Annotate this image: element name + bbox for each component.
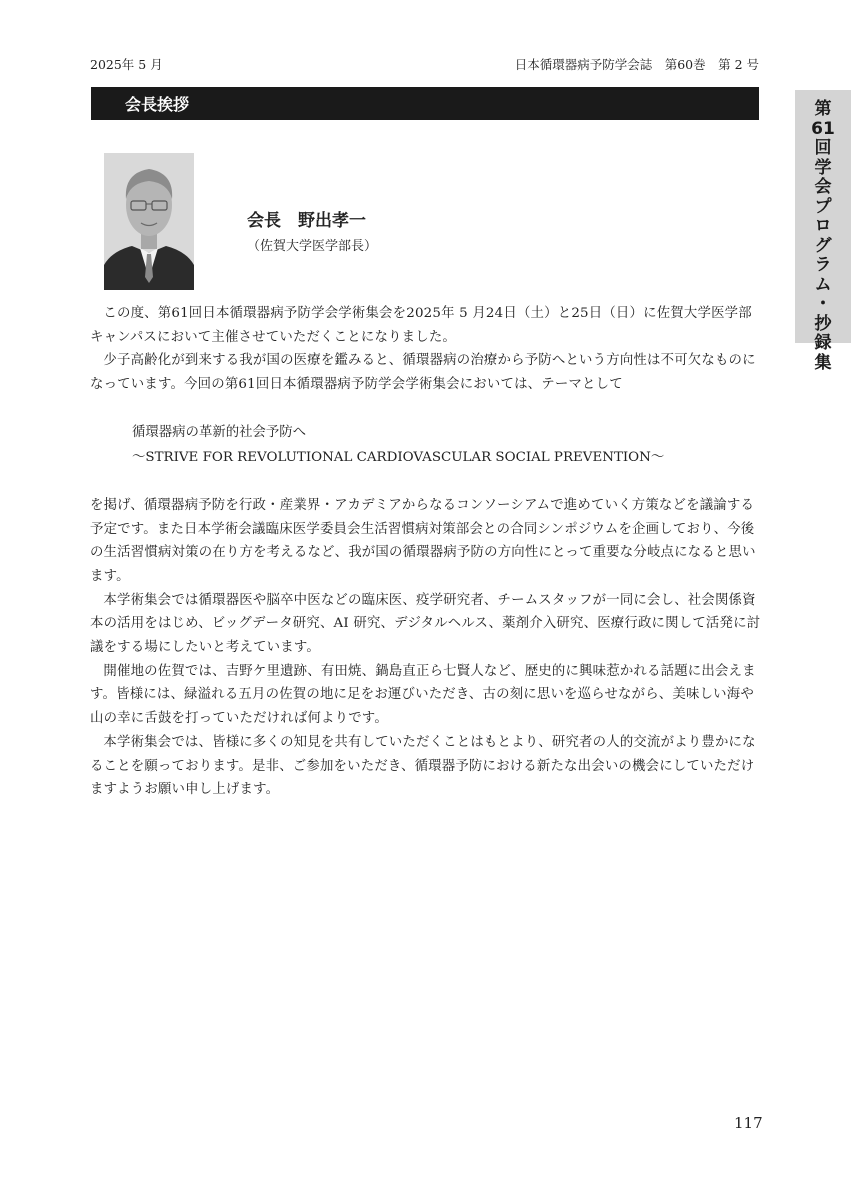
header-journal: 日本循環器病予防学会誌 第60巻 第 2 号: [514, 57, 759, 72]
header-date: 2025年 5 月: [90, 57, 163, 72]
theme-title: 循環器病の革新的社会予防へ: [132, 424, 307, 440]
portrait-image: [104, 153, 194, 290]
side-tab: [795, 90, 851, 373]
president-affiliation: （佐賀大学医学部長）: [247, 239, 378, 254]
paragraph: を掲げ、循環器病予防を行政・産業界・アカデミアからなるコンソーシアムで進めていく方策などを議論する予定です。また日本学術会議臨床医学委員会生活習慣病対策部会との合同シンポジウムを企画しており、今後の生活習慣病対策の在り方を考えるなど、我が国の循環器病予防の方向性にとって重要な分岐点になると思います。: [90, 497, 756, 584]
side-tab-label: 第 61 回 学 会 プ ロ グ ラ ム ・ 抄 録 集: [811, 99, 835, 373]
paragraph: この度、第61回日本循環器病予防学会学術集会を2025年 5 月24日（土）と25日（日）に佐賀大学医学部キャンパスにおいて主催させていただくことになりました。: [90, 306, 752, 345]
paragraph: 開催地の佐賀では、吉野ケ里遺跡、有田焼、鍋島直正ら七賢人など、歴史的に興味惹かれる話題に出会えます。皆様には、緑溢れる五月の佐賀の地に足をお運びいただき、古の刻に思いを巡らせながら、美味しい海や山の幸に舌鼓を打っていただければ何よりです。: [90, 663, 756, 727]
president-name: 会長 野出孝一: [247, 211, 366, 231]
message-body: [90, 302, 762, 802]
president-photo: [104, 153, 194, 290]
paragraph: 本学術集会では循環器医や脳卒中医などの臨床医、疫学研究者、チームスタッフが一同に会し、社会関係資本の活用をはじめ、ビッグデータ研究、AI 研究、デジタルヘルス、薬剤介入研究、医療行政に関して活発に討議をする場にしたいと考えています。: [90, 592, 761, 656]
page-number: 117: [734, 1114, 763, 1132]
paragraph: 少子高齢化が到来する我が国の医療を鑑みると、循環器病の治療から予防へという方向性は不可欠なものになっています。今回の第61回日本循環器病予防学会学術集会においては、テーマとして: [90, 353, 756, 393]
theme-block: [90, 420, 762, 470]
theme-subtitle: 〜STRIVE FOR REVOLUTIONAL CARDIOVASCULAR SOCIAL PREVENTION〜: [132, 449, 665, 465]
section-title: 会長挨拶: [125, 95, 190, 114]
paragraph: 本学術集会では、皆様に多くの知見を共有していただくことはもとより、研究者の人的交流がより豊かになることを願っております。是非、ご参加をいただき、循環器予防における新たな出会いの機会にしていただけますようお願い申し上げます。: [90, 734, 756, 798]
section-bar: [91, 87, 759, 120]
